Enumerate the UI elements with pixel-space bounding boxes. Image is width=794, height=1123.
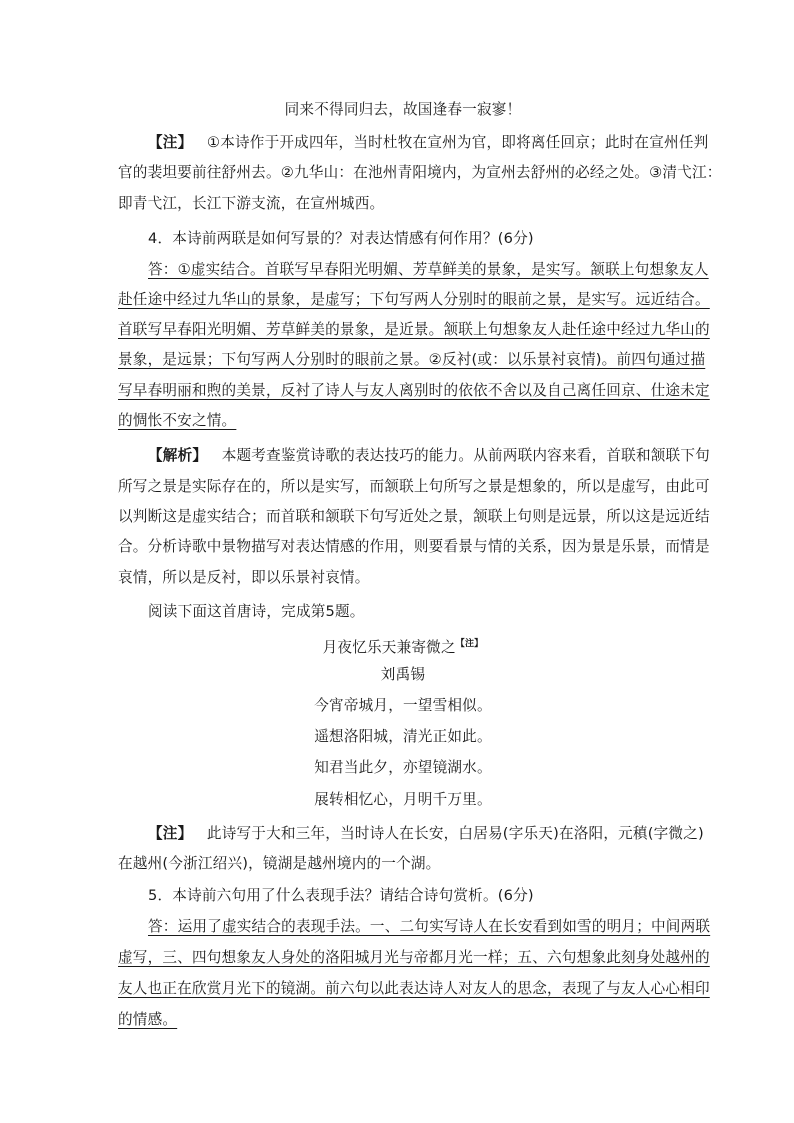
poem2-author: 刘禹锡 xyxy=(380,666,426,683)
note2-line-1: 【注】 此诗写于大和三年，当时诗人在长安，白居易(字乐天)在洛阳，元稹(字微之) xyxy=(148,825,704,842)
note1-line-2: 官的裴坦要前往舒州去。②九华山：在池州青阳境内，为宣州去舒州的必经之处。③清弋江： xyxy=(118,164,722,181)
q5-question: 5．本诗前六句用了什么表现手法？请结合诗句赏析。(6分) xyxy=(148,887,534,904)
note2-line-2: 在越州(今浙江绍兴)，镜湖是越州境内的一个湖。 xyxy=(118,855,441,872)
analysis-line: 所写之景是实际存在的，所以是实写，而颔联上句所写之景是想象的，所以是虚写，由此可 xyxy=(118,478,710,495)
q4-question: 4．本诗前两联是如何写景的？对表达情感有何作用？(6分) xyxy=(148,230,534,247)
q5-answer-line: 虚写，三、四句想象友人身处的洛阳城月光与帝都月光一样；五、六句想象此刻身处越州的 xyxy=(118,949,710,966)
analysis-line: 合。分析诗歌中景物描写对表达情感的作用，则要看景与情的关系，因为景是乐景，而情是 xyxy=(118,538,710,555)
intro-5: 阅读下面这首唐诗，完成第5题。 xyxy=(148,603,365,620)
poem2-title: 月夜忆乐天兼寄微之$^{【注】}$ xyxy=(322,639,484,656)
analysis-line: 以判断这是虚实结合；而首联和颔联下句写近处之景，颔联上句则是远景，所以这是远近结 xyxy=(118,508,710,525)
q4-answer-line: 的惆怅不安之情。 xyxy=(118,412,237,429)
poem2-line: 知君当此夕，亦望镜湖水。 xyxy=(314,759,492,776)
poem2-note-mark: 【注】 xyxy=(455,639,484,649)
note2-tag: 【注】 xyxy=(148,825,193,842)
q4-answer-line: 答：①虚实结合。首联写早春阳光明媚、芳草鲜美的景象，是实写。颔联上句想象友人 xyxy=(148,261,709,278)
q4-answer-line: 景象，是远景；下句写两人分别时的眼前之景。②反衬(或：以乐景衬哀情)。前四句通过描 xyxy=(118,351,706,368)
note1-tag: 【注】 xyxy=(148,134,193,151)
note1-line-1: 【注】 ①本诗作于开成四年，当时杜牧在宣州为官，即将离任回京；此时在宣州任判 xyxy=(148,134,709,151)
q5-answer-line: 友人也正在欣赏月光下的镜湖。前六句以此表达诗人对友人的思念，表现了与友人心心相印 xyxy=(118,980,710,997)
poem2-line: 今宵帝城月，一望雪相似。 xyxy=(314,697,492,714)
q5-answer-line: 的情感。 xyxy=(118,1011,178,1028)
poem1-last-line: 同来不得同归去，故国逢春一寂寥！ xyxy=(284,101,522,118)
analysis-line: 哀情，所以是反衬，即以乐景衬哀情。 xyxy=(118,569,370,586)
q5-answer-line: 答：运用了虚实结合的表现手法。一、二句实写诗人在长安看到如雪的明月；中间两联 xyxy=(148,918,711,935)
analysis-line-1: 【解析】 本题考查鉴赏诗歌的表达技巧的能力。从前两联内容来看，首联和颔联下句 xyxy=(148,447,710,464)
note1-line-3: 即青弋江，长江下游支流，在宣州城西。 xyxy=(118,195,385,212)
analysis-tag: 【解析】 xyxy=(148,447,208,464)
poem2-line: 遥想洛阳城，清光正如此。 xyxy=(314,728,492,745)
q4-answer-line: 写早春明丽和煦的美景，反衬了诗人与友人离别时的依依不舍以及自己离任回京、仕途未定 xyxy=(118,382,710,399)
q4-answer-line: 赴任途中经过九华山的景象，是虚写；下句写两人分别时的眼前之景，是实写。远近结合。 xyxy=(118,291,710,308)
q4-answer-line: 首联写早春阳光明媚、芳草鲜美的景象，是近景。颔联上句想象友人赴任途中经过九华山的 xyxy=(118,321,710,338)
poem2-line: 展转相忆心，月明千万里。 xyxy=(314,791,492,808)
